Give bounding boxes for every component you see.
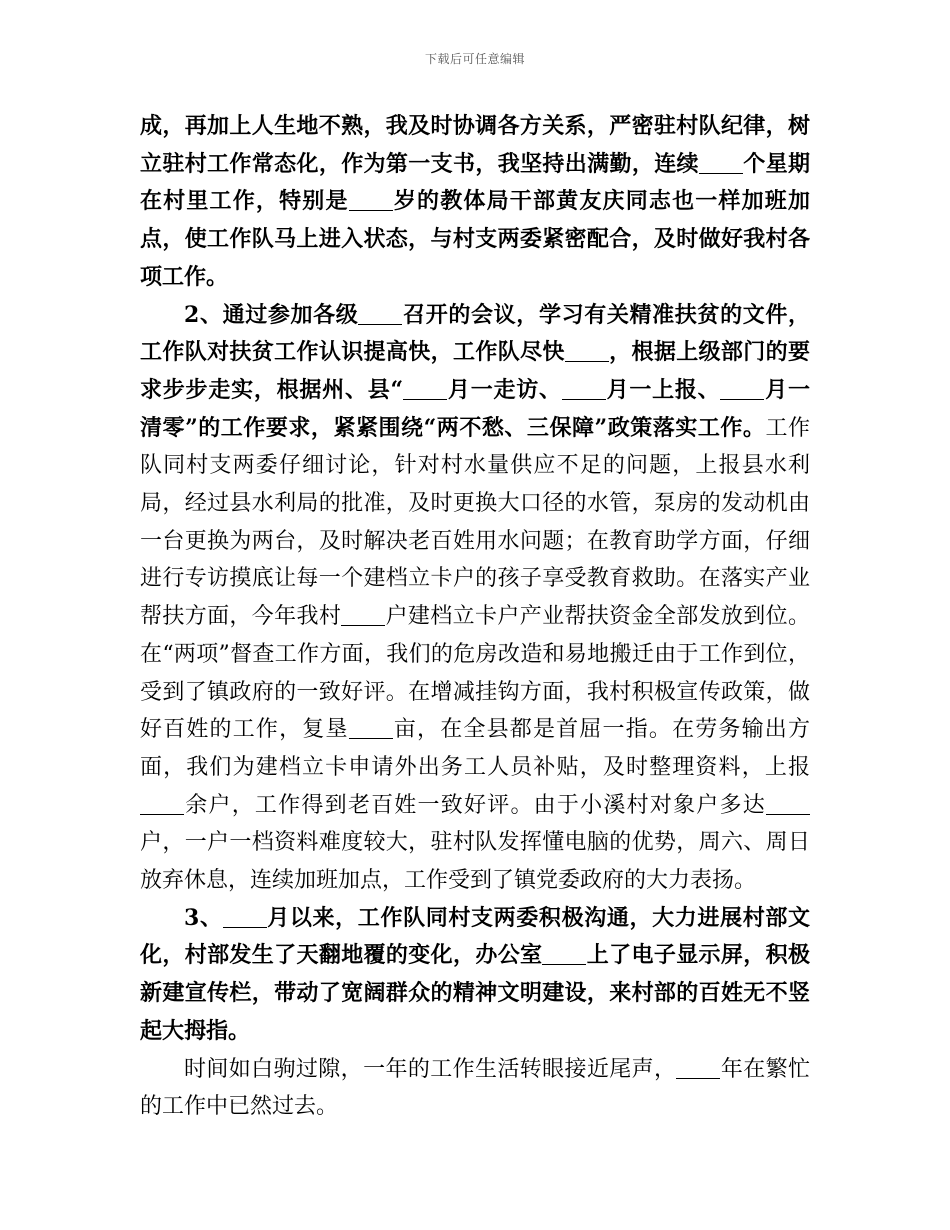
text-segment: 召开的会议，学习有关精准扶贫的文件，工作队对扶贫工作认识提高快，工作队尽快	[140, 301, 810, 366]
text-segment: 户，一户一档资料难度较大，驻村队发挥懂电脑的优势，周六、周日放弃休息，连续加班加点，工作受到了镇党委政府的大力表扬。	[140, 830, 810, 894]
paragraph-1	[140, 108, 810, 297]
fill-blank	[349, 716, 393, 739]
text-segment: ，根据上级部门的要求步步走实，根据州、县“	[140, 339, 810, 403]
fill-blank	[349, 188, 393, 211]
paragraph-4	[140, 1051, 810, 1126]
text-segment: 个星期在村里工作，特别是	[140, 150, 810, 215]
fill-blank	[676, 1056, 720, 1079]
fill-blank	[766, 792, 810, 815]
text-segment: 月一上报、	[605, 376, 721, 403]
page-header: 下载后可任意编辑	[424, 52, 525, 66]
text-segment: 上了电子显示屏，积极新建宣传栏，带动了宽阔群众的精神文明建设，来村部的百姓无不竖起大拇指。	[140, 942, 810, 1044]
text-segment: 亩，在全县都是首屈一指。在劳务输出方面，我们为建档立卡申请外出务工人员补贴，及时整理资料，上报	[140, 717, 810, 780]
text-segment: 年在繁忙的工作中已然过去。	[140, 1056, 810, 1120]
text-segment: 时间如白驹过隙，一年的工作生活转眼接近尾声，	[184, 1056, 677, 1082]
fill-blank	[542, 942, 586, 965]
fill-blank	[341, 603, 385, 626]
text-segment: 工作队同村支两委仔细讨论，针对村水量供应不足的问题，上报县水利局，经过县水利局的批准，及时更换大口径的水管，泵房的发动机由一台更换为两台，及时解决老百姓用水问题；在教育助学方面，仔细进行专访摸底让每一个建档立卡户的孩子享受教育救助。在落实产业帮扶方面，今年我村	[140, 415, 810, 630]
fill-blank	[358, 302, 402, 325]
fill-blank	[223, 905, 267, 928]
fill-blank	[720, 377, 764, 400]
text-segment: 岁的教体局干部黄友庆同志也一样加班加点，使工作队马上进入状态，与村支两委紧密配合，及时做好我村各项工作。	[140, 188, 810, 290]
fill-blank	[403, 377, 447, 400]
text-segment: 3、	[184, 904, 223, 931]
text-segment: 户建档立卡户产业帮扶资金全部发放到位。在“两项”督查工作方面，我们的危房改造和易地搬迁由于工作到位，受到了镇政府的一致好评。在增减挂钩方面，我村积极宣传政策，做好百姓的工作，复垦	[140, 604, 810, 743]
paragraph-3	[140, 900, 810, 1051]
text-segment: 2、通过参加各级	[184, 301, 359, 328]
fill-blank	[699, 151, 743, 174]
text-segment: 余户，工作得到老百姓一致好评。由于小溪村对象户多达	[184, 792, 766, 818]
fill-blank	[565, 339, 609, 362]
text-segment: 月一清零”的工作要求，紧紧围绕“两不愁、三保障”政策落实工作。	[140, 376, 810, 441]
text-segment: 月以来，工作队同村支两委积极沟通，大力进展村部文化，村部发生了天翻地覆的变化，办公室	[140, 904, 810, 969]
text-segment: 成，再加上人生地不熟，我及时协调各方关系，严密驻村队纪律，树立驻村工作常态化，作为第一支书，我坚持出满勤，连续	[140, 113, 810, 177]
paragraph-2	[140, 297, 810, 900]
document-body	[140, 108, 810, 1126]
text-segment: 月一走访、	[447, 376, 562, 403]
fill-blank	[140, 792, 184, 815]
fill-blank	[562, 377, 606, 400]
